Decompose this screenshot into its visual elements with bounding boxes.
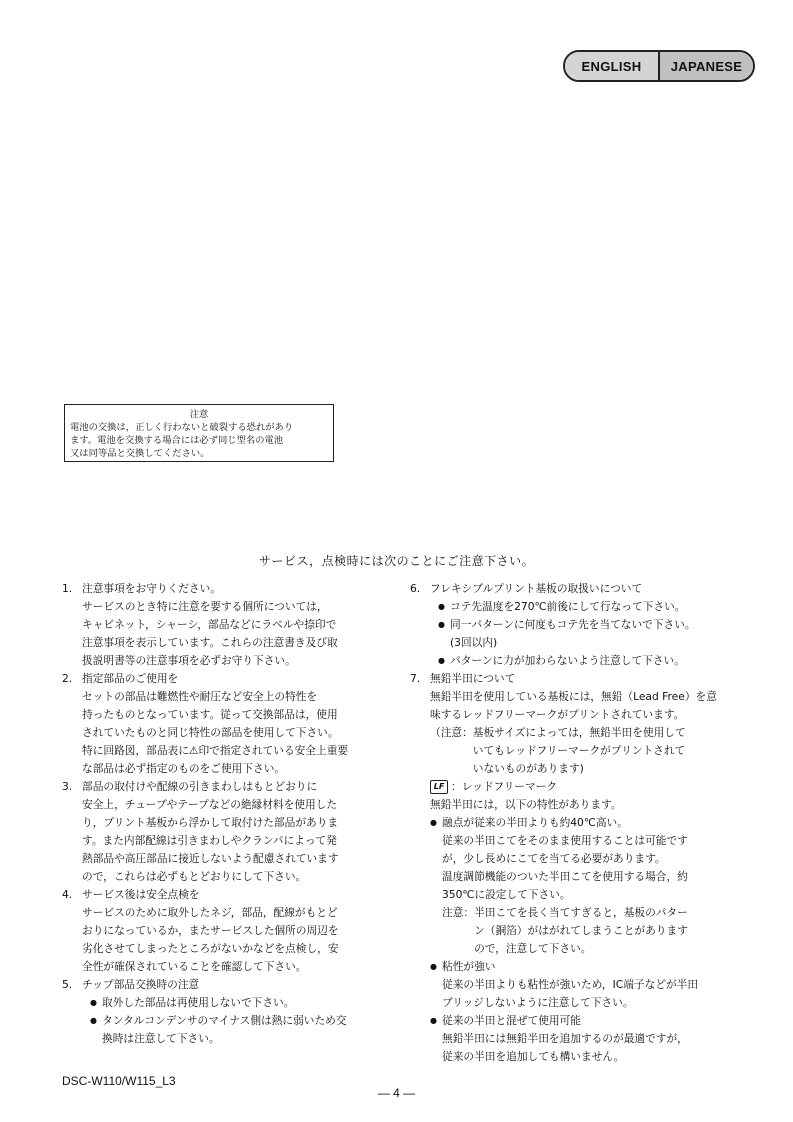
section-intro: 無鉛半田を使用している基板には，無鉛（Lead Free）を意 味するレッドフリーマークがプリントされています。	[430, 690, 717, 721]
section-number: 3.	[62, 780, 73, 793]
section-title: フレキシブルプリント基板の取扱いについて	[430, 582, 643, 595]
section-number: 4.	[62, 888, 73, 901]
section-number: 1.	[62, 582, 73, 595]
page-heading: サービス，点検時には次のことにご注意下さい。	[258, 554, 535, 568]
list-item	[410, 958, 735, 976]
section-number: 2.	[62, 672, 73, 685]
section-body: セットの部品は難燃性や耐圧など安全上の特性を 持ったものとなっています。従って交換部品は，使用 されていたものと同じ特性の部品を使用して下さい。 特に回路図，部品表に⚠印で指定されている安全上重要 な部品は必ず指定のものをご使用下さい。	[82, 690, 349, 775]
section-body: サービスのために取外したネジ，部品，配線がもとど おりになっているか，またサービスした個所の周辺を 劣化させてしまったところがないかなどを点検し，安 全性が確保されていることを確認して下さい。	[82, 906, 339, 973]
properties-intro: 無鉛半田には，以下の特性があります。	[430, 798, 622, 811]
language-tabs	[563, 50, 755, 82]
section-2	[62, 670, 386, 778]
list-item	[410, 616, 735, 652]
bullet-body: 従来の半田よりも粘性が強いため，IC端子などが半田 ブリッジしないように注意して下さい。	[442, 978, 699, 1009]
list-item	[62, 1012, 386, 1048]
note-text: 基板サイズによっては，無鉛半田を使用して いてもレッドフリーマークがプリントされて いないものがあります)	[472, 726, 686, 775]
note-label: 注意：	[442, 906, 475, 919]
lead-free-note	[410, 724, 735, 778]
bullet-text: 粘性が強い	[442, 960, 496, 973]
list-item	[410, 814, 735, 832]
bullet-icon: ●	[438, 602, 445, 611]
bullet-icon: ●	[430, 962, 437, 971]
bullet-text: コテ先温度を270℃前後にして行なって下さい。	[450, 600, 686, 613]
section-1	[62, 580, 386, 670]
list-item	[410, 598, 735, 616]
bullet-text: 取外した部品は再使用しないで下さい。	[102, 996, 295, 1009]
bullet-text: タンタルコンデンサのマイナス側は熱に弱いため交 換時は注意して下さい。	[102, 1014, 347, 1045]
bullet-text: 同一パターンに何度もコテ先を当てないで下さい。 (3回以内)	[450, 618, 696, 649]
tab-japanese[interactable]: JAPANESE	[660, 52, 753, 80]
section-body: 安全上，チューブやテープなどの絶縁材料を使用した り，プリント基板から浮かして取付けた部品がありま す。また内部配線は引きまわしやクランパによって発 熱部品や高圧部品に接近しないよう配慮されています ので，これらは必ずもとどおりにして下さい。	[82, 798, 339, 883]
model-number: DSC-W110/W115_L3	[62, 1074, 176, 1088]
bullet-body: 従来の半田こてをそのまま使用することは可能です が，少し長めにこてを当てる必要があります。 温度調節機能のついた半田こてを使用する場合，約 350℃に設定して下さい。	[442, 834, 688, 901]
note-text: 半田こてを長く当てすぎると，基板のパター ン（銅箔）がはがれてしまうことがあります ので，注意して下さい。	[474, 906, 688, 955]
bullet-body: 無鉛半田には無鉛半田を追加するのが最適ですが， 従来の半田を追加しても構いません。	[442, 1032, 688, 1063]
section-number: 6.	[410, 582, 421, 595]
bullet-icon: ●	[430, 1016, 437, 1025]
lead-free-mark-label: ：レッドフリーマーク	[451, 780, 558, 793]
section-6	[410, 580, 735, 670]
bullet-icon: ●	[90, 998, 97, 1007]
section-number: 7.	[410, 672, 421, 685]
section-number: 5.	[62, 978, 73, 991]
section-title: 無鉛半田について	[430, 672, 516, 685]
bullet-text: 融点が従来の半田よりも約40℃高い。	[442, 816, 628, 829]
bullet-icon: ●	[90, 1016, 97, 1025]
section-7	[410, 670, 735, 1066]
section-title: サービス後は安全点検を	[82, 888, 200, 901]
left-column	[62, 580, 386, 1048]
section-5	[62, 976, 386, 1048]
list-item	[410, 652, 735, 670]
note-label: （注意：	[430, 726, 473, 739]
right-column	[410, 580, 735, 1066]
section-title: 指定部品のご使用を	[82, 672, 179, 685]
bullet-text: パターンに力が加わらないよう注意して下さい。	[450, 654, 685, 667]
list-item	[62, 994, 386, 1012]
caution-body: 電池の交換は，正しく行わないと破裂する恐れがあり ます。電池を交換する場合には必ず同じ型名の電池 又は同等品と交換してください。	[70, 422, 294, 459]
section-title: 注意事項をお守りください。	[82, 582, 221, 595]
page-number: — 4 —	[377, 1086, 416, 1100]
section-3	[62, 778, 386, 886]
bullet-icon: ●	[438, 620, 445, 629]
section-4	[62, 886, 386, 976]
bullet-note	[410, 904, 735, 958]
section-title: 部品の取付けや配線の引きまわしはもとどおりに	[82, 780, 318, 793]
bullet-icon: ●	[438, 656, 445, 665]
section-body: サービスのとき特に注意を要する個所については， キャビネット，シャーシ，部品などにラベルや捺印で 注意事項を表示しています。これらの注意書き及び取 扱説明書等の注意事項を必ずお守り下さい。	[82, 600, 338, 667]
section-title: チップ部品交換時の注意	[82, 978, 200, 991]
tab-english[interactable]: ENGLISH	[565, 52, 660, 80]
list-item	[410, 1012, 735, 1030]
caution-title: 注意	[189, 409, 209, 420]
lead-free-mark-row	[410, 778, 735, 796]
battery-caution-box	[64, 404, 334, 462]
lead-free-mark-icon: LF	[430, 780, 448, 794]
bullet-text: 従来の半田と混ぜて使用可能	[442, 1014, 581, 1027]
bullet-icon: ●	[430, 818, 437, 827]
